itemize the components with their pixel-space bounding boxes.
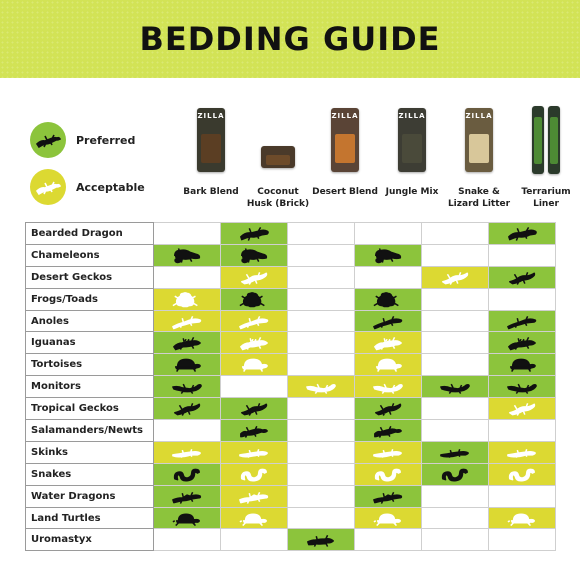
table-row <box>26 485 556 507</box>
product-fill <box>550 117 557 165</box>
tortoise-icon <box>489 355 555 374</box>
water-dragon-icon <box>221 487 287 506</box>
rating-cell-acc <box>221 485 288 507</box>
rating-cell-pref <box>154 507 221 529</box>
product-bag-image <box>331 108 359 172</box>
table-row <box>26 463 556 485</box>
rating-cell-pref <box>422 463 489 485</box>
product-label: Coconut Husk (Brick) <box>246 187 310 209</box>
gecko-icon <box>154 399 220 418</box>
table-row <box>26 332 556 354</box>
table-row <box>26 529 556 551</box>
rating-cell-none <box>154 529 221 551</box>
rating-cell-acc <box>489 441 556 463</box>
rating-cell-none <box>422 310 489 332</box>
product-5 <box>444 108 514 209</box>
product-2 <box>243 108 313 209</box>
animal-name: Snakes <box>26 463 154 485</box>
lizard-icon <box>30 122 66 158</box>
product-1 <box>176 108 246 197</box>
rating-cell-pref <box>355 244 422 266</box>
rating-cell-pref <box>154 463 221 485</box>
rating-cell-acc <box>355 332 422 354</box>
tortoise-icon <box>355 355 421 374</box>
rating-cell-none <box>355 223 422 245</box>
rating-cell-pref <box>154 485 221 507</box>
animal-name: Monitors <box>26 376 154 398</box>
rating-cell-none <box>422 223 489 245</box>
chameleon-icon <box>221 246 287 265</box>
rating-cell-none <box>355 529 422 551</box>
monitor-lizard-icon <box>288 377 354 396</box>
product-fill <box>266 155 290 165</box>
rating-cell-acc <box>221 354 288 376</box>
rating-cell-pref <box>355 485 422 507</box>
rating-cell-pref <box>154 376 221 398</box>
anole-icon <box>154 312 220 331</box>
rating-cell-none <box>422 332 489 354</box>
product-label: Terrarium Liner <box>521 187 571 209</box>
rating-cell-acc <box>489 507 556 529</box>
page-title: BEDDING GUIDE <box>139 20 441 58</box>
product-bag-image <box>465 108 493 172</box>
product-brand: ZILLA <box>331 112 359 120</box>
rating-cell-none <box>288 244 355 266</box>
title-banner <box>0 0 580 78</box>
skink-icon <box>422 443 488 462</box>
iguana-icon <box>355 333 421 352</box>
animal-name: Salamanders/Newts <box>26 420 154 442</box>
iguana-icon <box>154 333 220 352</box>
rating-cell-none <box>422 398 489 420</box>
product-fill <box>469 134 489 163</box>
frog-icon <box>221 290 287 309</box>
rating-cell-none <box>288 332 355 354</box>
rating-cell-none <box>288 266 355 288</box>
rating-cell-none <box>422 288 489 310</box>
water-dragon-icon <box>355 487 421 506</box>
table-row <box>26 507 556 529</box>
product-label: Jungle Mix <box>385 187 439 197</box>
rating-cell-none <box>288 463 355 485</box>
skink-icon <box>355 443 421 462</box>
product-bag-image <box>261 146 295 168</box>
animal-name: Desert Geckos <box>26 266 154 288</box>
table-row <box>26 310 556 332</box>
product-label: Desert Blend <box>312 187 378 197</box>
rating-cell-acc <box>355 376 422 398</box>
table-row <box>26 398 556 420</box>
rating-cell-pref <box>489 376 556 398</box>
gecko-icon <box>422 268 488 287</box>
rating-cell-none <box>288 354 355 376</box>
rating-cell-pref <box>355 310 422 332</box>
rating-cell-acc <box>489 398 556 420</box>
snake-icon <box>422 465 488 484</box>
tortoise-icon <box>154 355 220 374</box>
snake-icon <box>355 465 421 484</box>
animal-name: Frogs/Toads <box>26 288 154 310</box>
rating-cell-none <box>489 244 556 266</box>
rating-cell-pref <box>489 310 556 332</box>
frog-icon <box>154 290 220 309</box>
product-4 <box>377 108 447 197</box>
frog-icon <box>355 290 421 309</box>
rating-cell-pref <box>422 441 489 463</box>
rating-cell-none <box>422 529 489 551</box>
turtle-icon <box>489 509 555 528</box>
rating-cell-acc <box>422 266 489 288</box>
bearded-dragon-icon <box>489 224 555 243</box>
chameleon-icon <box>355 246 421 265</box>
gecko-icon <box>489 399 555 418</box>
product-bag-image <box>548 106 560 174</box>
rating-cell-acc <box>221 441 288 463</box>
table-row <box>26 266 556 288</box>
table-row <box>26 288 556 310</box>
chameleon-icon <box>154 246 220 265</box>
rating-cell-pref <box>154 398 221 420</box>
anole-icon <box>355 312 421 331</box>
product-bag-image <box>197 108 225 172</box>
snake-icon <box>489 465 555 484</box>
product-brand: ZILLA <box>197 112 225 120</box>
product-fill <box>335 134 355 163</box>
rating-cell-pref <box>154 244 221 266</box>
rating-cell-acc <box>355 441 422 463</box>
anole-icon <box>489 312 555 331</box>
table-row <box>26 420 556 442</box>
rating-cell-acc <box>154 441 221 463</box>
rating-cell-pref <box>489 354 556 376</box>
rating-cell-none <box>288 420 355 442</box>
table-row <box>26 376 556 398</box>
rating-cell-none <box>489 288 556 310</box>
rating-cell-pref <box>221 223 288 245</box>
rating-cell-acc <box>221 507 288 529</box>
rating-cell-pref <box>422 376 489 398</box>
table-row <box>26 441 556 463</box>
gecko-icon <box>489 268 555 287</box>
rating-cell-pref <box>221 398 288 420</box>
rating-cell-pref <box>221 244 288 266</box>
rating-cell-pref <box>355 420 422 442</box>
rating-cell-none <box>489 420 556 442</box>
rating-cell-none <box>154 266 221 288</box>
rating-cell-none <box>422 420 489 442</box>
product-3 <box>310 108 380 197</box>
animal-name: Tropical Geckos <box>26 398 154 420</box>
snake-icon <box>154 465 220 484</box>
product-fill <box>201 134 221 163</box>
salamander-icon <box>221 421 287 440</box>
anole-icon <box>221 312 287 331</box>
rating-cell-none <box>422 354 489 376</box>
gecko-icon <box>221 399 287 418</box>
uromastyx-icon <box>288 530 354 549</box>
bedding-table <box>25 222 556 551</box>
rating-cell-pref <box>355 398 422 420</box>
product-bag-image <box>398 108 426 172</box>
tortoise-icon <box>221 355 287 374</box>
monitor-lizard-icon <box>489 377 555 396</box>
rating-cell-none <box>422 244 489 266</box>
skink-icon <box>489 443 555 462</box>
rating-cell-none <box>422 507 489 529</box>
animal-name: Iguanas <box>26 332 154 354</box>
rating-cell-none <box>288 485 355 507</box>
turtle-icon <box>355 509 421 528</box>
rating-cell-none <box>355 266 422 288</box>
rating-cell-none <box>288 507 355 529</box>
table-row <box>26 223 556 245</box>
product-label: Snake & Lizard Litter <box>447 187 511 209</box>
rating-cell-none <box>154 223 221 245</box>
monitor-lizard-icon <box>422 377 488 396</box>
animal-name: Chameleons <box>26 244 154 266</box>
rating-cell-acc <box>221 310 288 332</box>
rating-cell-none <box>489 485 556 507</box>
rating-cell-acc <box>355 354 422 376</box>
rating-cell-pref <box>489 223 556 245</box>
gecko-icon <box>221 268 287 287</box>
rating-cell-none <box>288 223 355 245</box>
rating-cell-none <box>154 420 221 442</box>
rating-cell-acc <box>154 288 221 310</box>
gecko-icon <box>355 399 421 418</box>
product-brand: ZILLA <box>398 112 426 120</box>
iguana-icon <box>221 333 287 352</box>
table-row <box>26 354 556 376</box>
animal-name: Tortoises <box>26 354 154 376</box>
rating-cell-pref <box>288 529 355 551</box>
rating-cell-pref <box>355 288 422 310</box>
skink-icon <box>154 443 220 462</box>
rating-cell-pref <box>154 332 221 354</box>
legend-acceptable <box>30 169 145 205</box>
rating-cell-none <box>221 529 288 551</box>
rating-cell-acc <box>154 310 221 332</box>
iguana-icon <box>489 333 555 352</box>
animal-name: Land Turtles <box>26 507 154 529</box>
rating-cell-acc <box>221 266 288 288</box>
lizard-icon <box>30 169 66 205</box>
rating-cell-acc <box>221 463 288 485</box>
product-label: Bark Blend <box>183 187 239 197</box>
rating-cell-none <box>221 376 288 398</box>
rating-cell-acc <box>288 376 355 398</box>
rating-cell-none <box>288 398 355 420</box>
product-bag-image <box>532 106 544 174</box>
legend-preferred <box>30 122 135 158</box>
rating-cell-pref <box>154 354 221 376</box>
rating-cell-none <box>288 288 355 310</box>
monitor-lizard-icon <box>154 377 220 396</box>
salamander-icon <box>355 421 421 440</box>
bearded-dragon-icon <box>221 224 287 243</box>
animal-name: Anoles <box>26 310 154 332</box>
rating-cell-pref <box>489 332 556 354</box>
rating-cell-pref <box>489 266 556 288</box>
product-6 <box>511 108 580 209</box>
product-brand: ZILLA <box>465 112 493 120</box>
rating-cell-acc <box>489 463 556 485</box>
rating-cell-none <box>422 485 489 507</box>
legend-preferred-label: Preferred <box>76 133 136 147</box>
rating-cell-pref <box>221 288 288 310</box>
turtle-icon <box>221 509 287 528</box>
water-dragon-icon <box>154 487 220 506</box>
table-row <box>26 244 556 266</box>
animal-name: Skinks <box>26 441 154 463</box>
rating-cell-pref <box>221 420 288 442</box>
snake-icon <box>221 465 287 484</box>
rating-cell-acc <box>221 332 288 354</box>
animal-name: Uromastyx <box>26 529 154 551</box>
legend-acceptable-label: Acceptable <box>76 180 145 194</box>
animal-name: Bearded Dragon <box>26 223 154 245</box>
rating-cell-none <box>288 441 355 463</box>
rating-cell-acc <box>355 507 422 529</box>
skink-icon <box>221 443 287 462</box>
product-fill <box>402 134 422 163</box>
animal-name: Water Dragons <box>26 485 154 507</box>
monitor-lizard-icon <box>355 377 421 396</box>
rating-cell-acc <box>355 463 422 485</box>
turtle-icon <box>154 509 220 528</box>
rating-cell-none <box>288 310 355 332</box>
product-fill <box>534 117 541 165</box>
rating-cell-none <box>489 529 556 551</box>
